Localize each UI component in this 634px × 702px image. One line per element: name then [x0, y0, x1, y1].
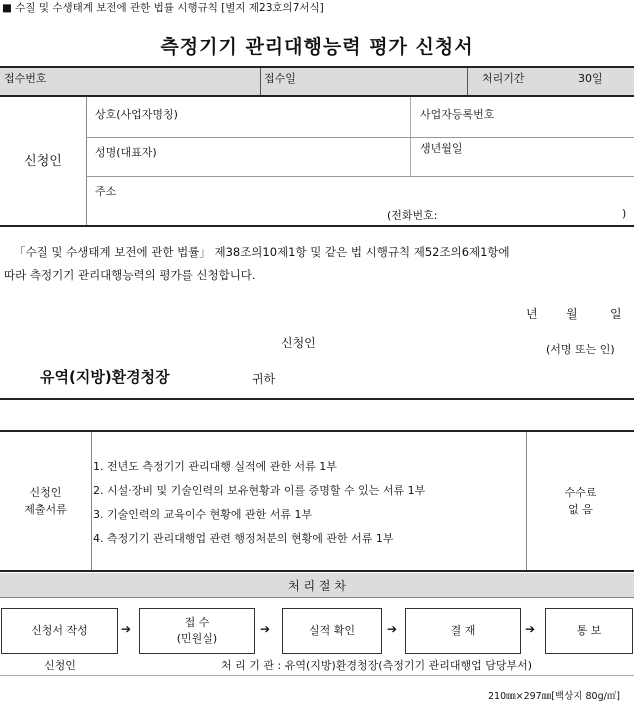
- divider: [0, 430, 634, 432]
- documents-label-line-1: 신청인: [29, 486, 62, 499]
- fee-info: [527, 484, 634, 518]
- signature-hint: (서명 또는 인): [546, 343, 615, 356]
- arrow-icon: ➔: [525, 622, 536, 636]
- fee-value: 없 음: [568, 503, 593, 516]
- address-label: 주소: [95, 185, 117, 198]
- procedure-title: 처 리 절 차: [288, 579, 346, 593]
- divider: [86, 97, 87, 225]
- reception-row: [0, 68, 634, 95]
- reception-number-label: 접수번호: [4, 72, 47, 85]
- signer-label: 신청인: [281, 336, 316, 350]
- step-approval: 결 재: [405, 608, 521, 654]
- divider: [0, 675, 634, 676]
- company-name-label: 상호(사업자명칭): [95, 108, 178, 121]
- representative-label: 성명(대표자): [95, 146, 157, 159]
- arrow-icon: ➔: [121, 622, 132, 636]
- processing-period-label: 처리기간: [482, 72, 525, 85]
- applicant-section-label: 신청인: [24, 154, 62, 169]
- documents-label-line-2: 제출서류: [24, 503, 67, 516]
- step-review: 실적 확인: [282, 608, 382, 654]
- processing-period-value: 30일: [578, 72, 603, 85]
- documents-label: [0, 484, 91, 518]
- divider: [0, 597, 634, 598]
- date-day: 일: [610, 307, 622, 321]
- declaration-line-2: 따라 측정기기 관리대행능력의 평가를 신청합니다.: [4, 268, 256, 282]
- list-item: 2. 시설·장비 및 기술인력의 보유현황과 이를 증명할 수 있는 서류 1부: [93, 484, 426, 497]
- document-list: [93, 458, 425, 554]
- list-item: 1. 전년도 측정기기 관리대행 실적에 관한 서류 1부: [93, 460, 337, 473]
- phone-label: (전화번호:: [387, 209, 438, 222]
- divider: [467, 68, 468, 95]
- paper-spec: 210㎜×297㎜[백상지 80g/㎡]: [488, 691, 621, 702]
- procedure-agency-label: 처 리 기 관 : 유역(지방)환경청장(측정기기 관리대행업 담당부서): [221, 659, 532, 672]
- business-number-label: 사업자등록번호: [420, 108, 495, 121]
- divider: [86, 176, 634, 177]
- date-month: 월: [566, 307, 578, 321]
- divider: [0, 225, 634, 227]
- divider: [86, 137, 634, 138]
- list-item: 3. 기술인력의 교육이수 현황에 관한 서류 1부: [93, 508, 313, 521]
- date-year: 년: [526, 307, 538, 321]
- honorific: 귀하: [252, 372, 276, 386]
- procedure-applicant-label: 신청인: [44, 659, 76, 672]
- arrow-icon: ➔: [387, 622, 398, 636]
- divider: [0, 95, 634, 97]
- step-reception: 접 수 (민원실): [139, 608, 255, 654]
- step-notification: 통 보: [545, 608, 633, 654]
- step-application: 신청서 작성: [1, 608, 118, 654]
- declaration-line-1: 「수질 및 수생태계 보전에 관한 법률」 제38조의10제1항 및 같은 법 시행규칙 제52조의6제1항에: [14, 245, 510, 259]
- list-item: 4. 측정기기 관리대행업 관련 행정처분의 현황에 관한 서류 1부: [93, 532, 394, 545]
- form-reference: ■ 수질 및 수생태계 보전에 관한 법률 시행규칙 [별지 제23호의7서식]: [2, 2, 324, 14]
- divider: [0, 398, 634, 400]
- recipient: 유역(지방)환경청장: [40, 368, 170, 386]
- divider: [260, 68, 261, 95]
- fee-label: 수수료: [564, 486, 597, 499]
- birth-date-label: 생년월일: [420, 142, 463, 155]
- divider: [91, 432, 92, 570]
- arrow-icon: ➔: [260, 622, 271, 636]
- phone-close: ): [622, 207, 627, 220]
- page-title: 측정기기 관리대행능력 평가 신청서: [160, 36, 474, 58]
- divider: [0, 570, 634, 572]
- reception-date-label: 접수일: [264, 72, 296, 85]
